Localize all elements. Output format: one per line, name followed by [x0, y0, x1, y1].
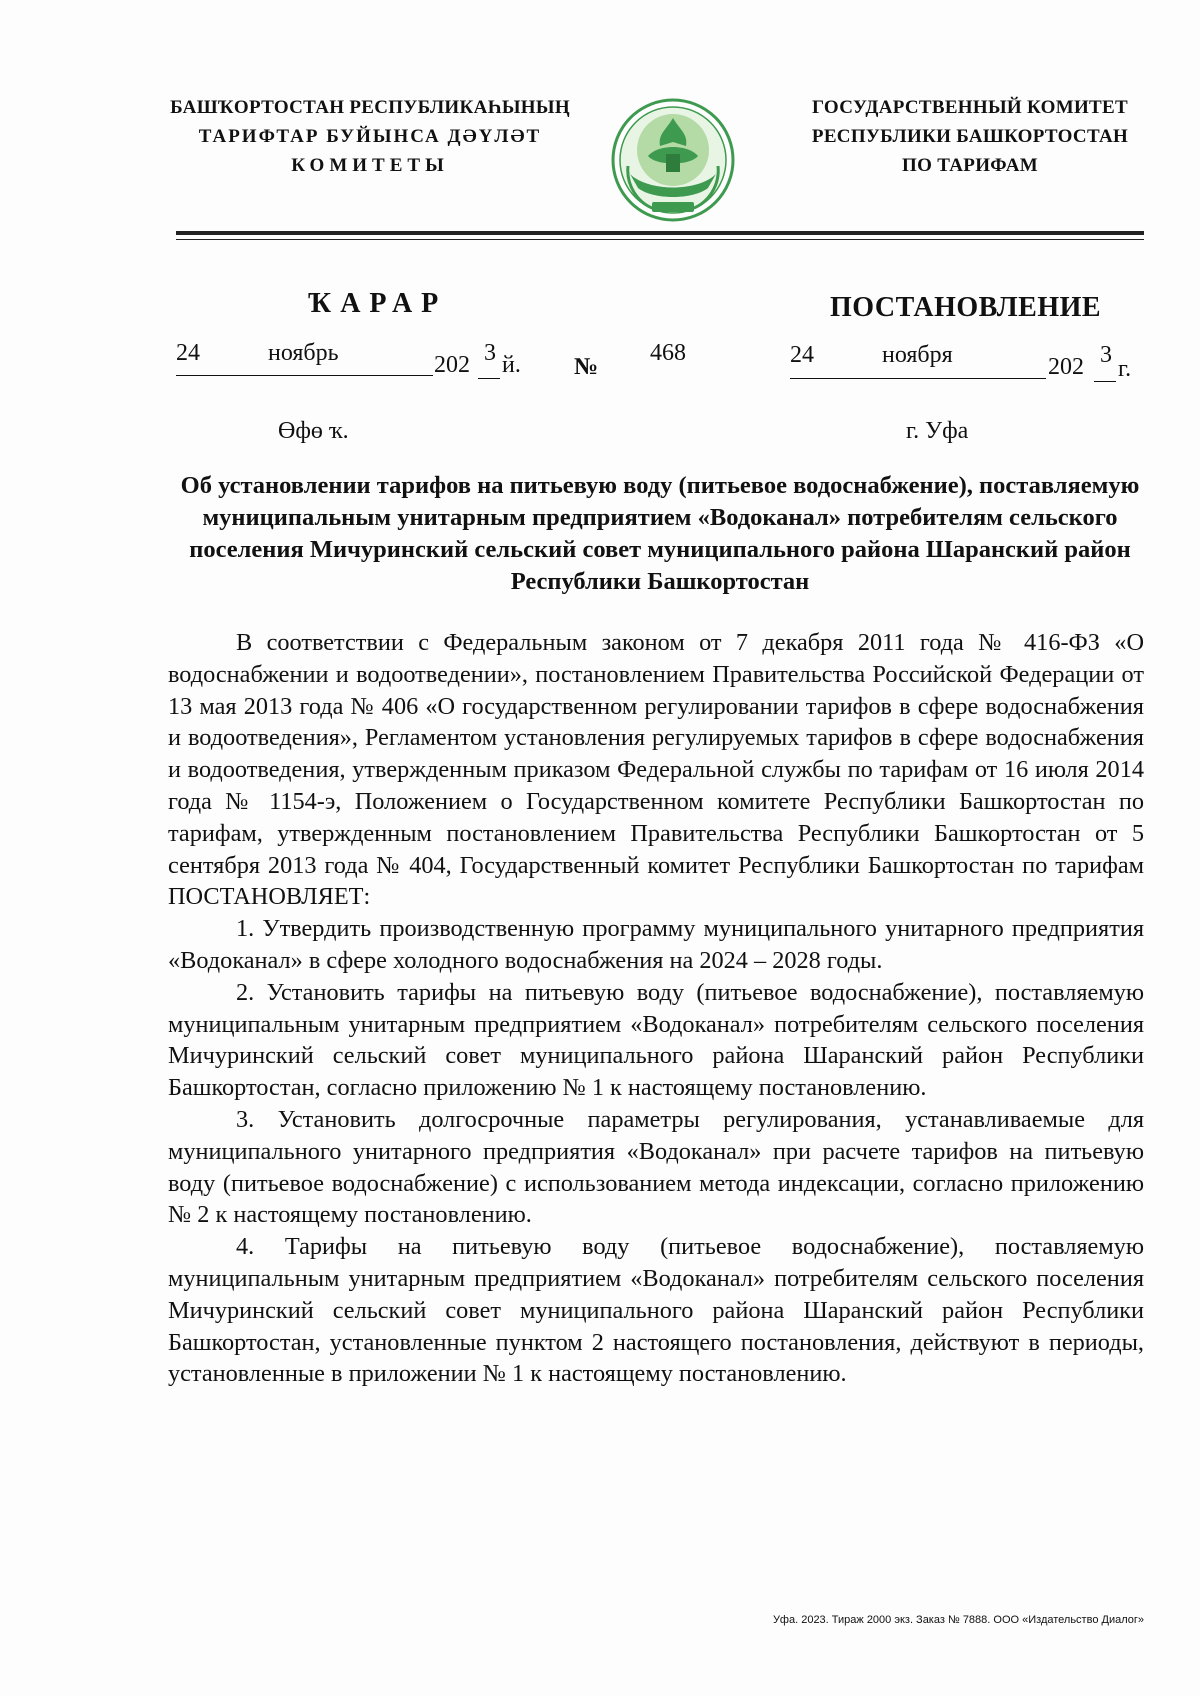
- clause-2: 2. Установить тарифы на питьевую воду (питьевое водоснабжение), поставляемую муниципальным унитарным предприятием «Водоканал» потребителям сельского поселения Мичуринский сельский совет муниципального района Шаранский район Республики Башкортостан, согласно приложению № 1 к настоящему постановлению.: [168, 978, 1144, 1102]
- print-footer: Уфа. 2023. Тираж 2000 экз. Заказ № 7888. ООО «Издательство Диалог»: [772, 1614, 1144, 1626]
- clause-3: 3. Установить долгосрочные параметры регулирования, устанавливаемые для муниципального унитарного предприятия «Водоканал» при расчете тарифов на питьевую воду (питьевое водоснабжение) с использованием метода индексации, согласно приложению № 2 к настоящему постановлению.: [168, 1105, 1144, 1229]
- header-left-line-2: ТАРИФТАР БУЙЫНСА ДӘҮЛӘТ: [198, 126, 542, 147]
- date-bashkir-day: 24: [176, 340, 200, 366]
- date-bashkir-underline: [176, 375, 433, 376]
- header-rule-thick: [176, 231, 1144, 235]
- number-sign: №: [574, 354, 599, 380]
- header-left-line-1: БАШҠОРТОСТАН РЕСПУБЛИКАҺЫНЫҢ: [170, 97, 570, 118]
- date-bashkir-year-underline: [478, 378, 500, 379]
- clause-4: 4. Тарифы на питьевую воду (питьевое водоснабжение), поставляемую муниципальным унитарным предприятием «Водоканал» потребителям сельского поселения Мичуринский сельский совет муниципального района Шаранский район Республики Башкортостан, установленные пунктом 2 настоящего постановления, действуют в периоды, установленные в приложении № 1 к настоящему постановлению.: [168, 1233, 1144, 1388]
- header-right-line-1: ГОСУДАРСТВЕННЫЙ КОМИТЕТ: [812, 97, 1128, 118]
- header-right-line-3: ПО ТАРИФАМ: [902, 155, 1038, 176]
- resolves-heading: ПОСТАНОВЛЯЕТ:: [168, 883, 371, 911]
- date-russian-year-prefix: 202: [1048, 354, 1084, 380]
- number-value: 468: [650, 340, 686, 366]
- date-russian-underline: [790, 378, 1046, 379]
- date-russian-day: 24: [790, 342, 814, 368]
- doc-type-bashkir: ҠАРАР: [308, 288, 448, 319]
- clause-1: 1. Утвердить производственную программу муниципального унитарного предприятия «Водоканал» в сфере холодного водоснабжения на 2024 – 2028 годы.: [168, 915, 1144, 974]
- document-title: Об установлении тарифов на питьевую воду (питьевое водоснабжение), поставляемую муниципальным унитарным предприятием «Водоканал» потребителям сельского поселения Мичуринский сельский совет муниципального района Шаранский район Республики Башкортостан: [180, 472, 1140, 595]
- header-right-line-2: РЕСПУБЛИКИ БАШКОРТОСТАН: [811, 126, 1129, 147]
- header-right-block: [770, 93, 1170, 180]
- header-left-block: [150, 93, 590, 180]
- date-bashkir-month: ноябрь: [268, 340, 339, 366]
- preamble-paragraph: В соответствии с Федеральным законом от 7 декабря 2011 года № 416-ФЗ «О водоснабжении и водоотведении», постановлением Правительства Российской Федерации от 13 мая 2013 года № 406 «О государственном регулировании тарифов в сфере водоснабжения и водоотведения», Регламентом установления регулируемых тарифов в сфере водоснабжения и водоотведения, утвержденным приказом Федеральной службы по тарифам от 16 июля 2014 года № 1154-э, Положением о Государственном комитете Республики Башкортостан по тарифам, утвержденным постановлением Правительства Республики Башкортостан от 5 сентября 2013 года № 404, Государственный комитет Республики Башкортостан по тарифам: [168, 629, 1144, 879]
- header-left-line-3: КОМИТЕТЫ: [291, 155, 449, 176]
- date-bashkir-suffix: й.: [502, 352, 521, 378]
- doc-type-russian: ПОСТАНОВЛЕНИЕ: [830, 292, 1102, 323]
- date-russian-year-underline: [1094, 381, 1116, 382]
- document-body: [168, 627, 1144, 1390]
- date-russian-suffix: г.: [1118, 356, 1132, 382]
- date-bashkir-year-digit: 3: [484, 340, 496, 366]
- place-russian: г. Уфа: [906, 418, 969, 444]
- emblem-icon: [608, 96, 738, 226]
- date-russian-year-digit: 3: [1100, 342, 1112, 368]
- date-russian-month: ноября: [882, 342, 953, 368]
- place-bashkir: Өфө ҡ.: [278, 418, 349, 444]
- header-rule-thin: [176, 239, 1144, 240]
- date-bashkir-year-prefix: 202: [434, 352, 470, 378]
